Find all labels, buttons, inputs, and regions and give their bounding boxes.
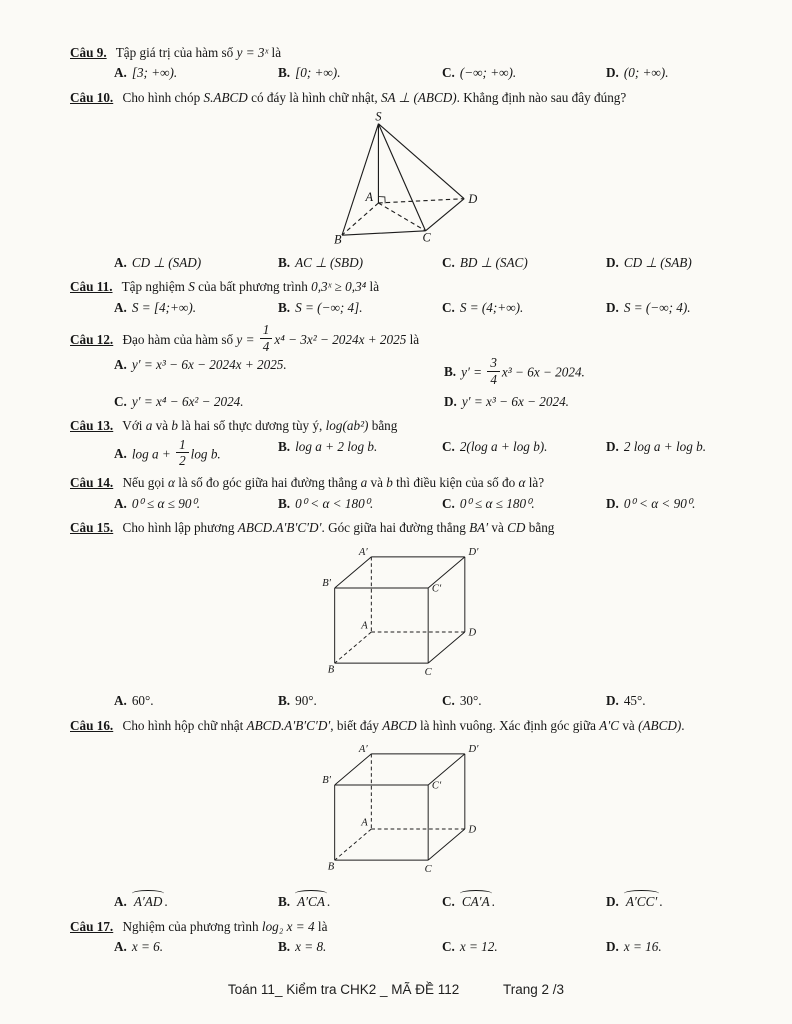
option-text: (−∞; +∞). (459, 65, 517, 81)
option-10-a (114, 254, 278, 272)
text-segment: là hai số thực dương tùy ý, (178, 418, 326, 434)
question-10-line (70, 89, 734, 107)
vertex-label-a-prime: A′ (358, 744, 368, 756)
question-13-label: Câu 13. (70, 418, 114, 434)
option-label: A. (114, 495, 127, 511)
option-text: . (164, 894, 168, 910)
vertex-label-b: B (327, 664, 334, 676)
question-13-line (70, 417, 734, 435)
option-17-d (606, 938, 734, 956)
question-12-label: Câu 12. (70, 331, 114, 347)
text-segment: là hình vuông. Xác định góc giữa (416, 717, 600, 733)
option-12-c (114, 393, 444, 411)
option-11-b (278, 299, 442, 317)
option-label: D. (606, 495, 619, 511)
text-segment: Đạo hàm của hàm số (122, 331, 237, 347)
question-12 (70, 323, 734, 411)
option-text: 0⁰ ≤ α ≤ 90⁰. (131, 495, 201, 511)
text-segment: và (488, 520, 508, 536)
option-10-d (606, 254, 734, 272)
text-segment: là (406, 331, 420, 347)
text-segment: Nếu gọi (122, 475, 168, 491)
option-label: B. (278, 693, 291, 709)
text-segment: và (619, 717, 639, 733)
math-segment: a (360, 475, 368, 491)
math-segment: b (386, 475, 393, 491)
question-14 (70, 474, 734, 513)
option-label: A. (114, 693, 127, 709)
option-label: A. (114, 894, 127, 910)
option-label: A. (114, 356, 127, 372)
option-text: 60°. (131, 693, 154, 709)
option-label: D. (606, 438, 619, 454)
question-15-line (70, 519, 734, 537)
text-segment: Nghiệm của phương trình (122, 918, 262, 934)
option-text: . (491, 894, 495, 910)
option-14-b (278, 495, 442, 513)
vertex-label-c: C (422, 231, 431, 246)
question-15-text (123, 520, 555, 535)
fraction (176, 438, 189, 469)
fraction-denominator: 2 (179, 453, 186, 469)
question-16-text (123, 718, 685, 733)
option-label: B. (278, 894, 291, 910)
option-13-b (278, 438, 442, 469)
option-16-d (606, 890, 734, 911)
option-text: AC ⊥ (SBD) (295, 254, 363, 270)
text-segment: là? (525, 475, 545, 491)
option-text: BD ⊥ (SAC) (459, 254, 528, 270)
option-label: B. (278, 939, 291, 955)
option-text: 0⁰ < α < 90⁰. (623, 495, 696, 511)
math-segment: b (171, 418, 178, 434)
vertex-label-c: C (424, 864, 432, 876)
option-label: B. (278, 65, 291, 81)
text-segment: Tập nghiệm (121, 279, 189, 295)
text-segment: và (152, 418, 172, 434)
fraction-numerator: 1 (260, 323, 273, 339)
option-label: D. (606, 65, 619, 81)
option-label: C. (442, 939, 455, 955)
math-segment: S (188, 279, 195, 295)
question-16-options (70, 890, 734, 911)
option-label: C. (114, 393, 127, 409)
option-text: S = (−∞; 4]. (295, 299, 363, 315)
vertex-label-c: C (424, 666, 432, 678)
option-text: 90°. (295, 693, 317, 709)
vertex-label-b-prime: B′ (321, 577, 331, 589)
option-text: S = (−∞; 4). (623, 299, 691, 315)
math-segment: a (145, 418, 153, 434)
vertex-label-c-prime: C′ (431, 583, 441, 595)
option-text: [0; +∞). (295, 65, 341, 81)
text-segment: , biết đáy (330, 717, 383, 733)
option-11-a (114, 299, 278, 317)
text-segment: Tập giá trị của hàm số (115, 45, 237, 60)
angle-hat-text: A′AD (132, 890, 165, 911)
math-segment: ABCD (382, 717, 417, 733)
question-10 (70, 89, 734, 272)
cube-figure-15 (320, 544, 485, 683)
math-segment: (ABCD) (638, 717, 682, 733)
question-17-line (70, 918, 734, 936)
option-17-a (114, 938, 278, 956)
option-label: D. (606, 254, 619, 270)
vertex-label-c-prime: C′ (431, 781, 441, 793)
option-15-c (442, 692, 606, 710)
vertex-label-b: B (327, 861, 334, 873)
option-text: (0; +∞). (623, 65, 669, 81)
option-text: x = 8. (295, 939, 327, 955)
angle-hat-text: A′CA (295, 890, 327, 911)
question-17-options (70, 938, 734, 956)
vertex-label-b-prime: B′ (321, 775, 331, 787)
question-10-options (70, 254, 734, 272)
option-9-c (442, 64, 606, 82)
math-segment: BA′ (469, 520, 489, 536)
option-label: C. (442, 693, 455, 709)
fraction-numerator: 3 (487, 356, 500, 372)
option-label: A. (114, 299, 127, 315)
text-segment: Cho hình chóp (122, 89, 204, 105)
option-label: D. (444, 393, 457, 409)
option-text: 0⁰ < α < 180⁰. (295, 495, 374, 511)
cube-solid-edges (334, 557, 464, 663)
math-segment: SA ⊥ (ABCD) (380, 89, 457, 105)
option-label: D. (606, 693, 619, 709)
question-9 (70, 44, 734, 83)
math-segment: A′C (599, 717, 620, 733)
math-segment: α (167, 475, 175, 491)
option-13-c (442, 438, 606, 469)
option-label: A. (114, 446, 127, 462)
math-segment: α (518, 475, 526, 491)
fraction (260, 323, 273, 354)
question-12-line (70, 323, 734, 354)
option-14-d (606, 495, 734, 513)
option-label: C. (442, 299, 455, 315)
question-17-label: Câu 17. (70, 918, 114, 934)
option-12-b (444, 356, 734, 387)
option-text: [3; +∞). (131, 65, 178, 81)
text-segment: Với (122, 418, 146, 434)
vertex-label-d: D (467, 825, 476, 837)
option-label: B. (278, 254, 291, 270)
option-11-d (606, 299, 734, 317)
option-text: S = [4;+∞). (131, 299, 197, 315)
text-segment: . (681, 717, 685, 733)
option-text: 2 log a + log b. (623, 438, 706, 454)
option-16-a (114, 890, 278, 911)
option-label: D. (606, 299, 619, 315)
question-9-label: Câu 9. (70, 45, 107, 60)
option-15-a (114, 692, 278, 710)
question-11-options (70, 299, 734, 317)
option-label: D. (606, 894, 619, 910)
option-15-b (278, 692, 442, 710)
question-13-text (122, 418, 397, 433)
option-text: x³ − 6x − 2024. (501, 364, 585, 380)
option-text: CD ⊥ (SAD) (131, 254, 202, 270)
option-text: y′ = x³ − 6x − 2024x + 2025. (131, 356, 287, 372)
option-16-c (442, 890, 606, 911)
option-label: A. (114, 254, 127, 270)
footer-exam-info: Toán 11_ Kiểm tra CHK2 _ MÃ ĐỀ 112 (227, 982, 460, 998)
page-footer (0, 981, 792, 1000)
option-13-a (114, 438, 278, 469)
text-segment: và (367, 475, 387, 491)
option-15-d (606, 692, 734, 710)
option-label: C. (442, 254, 455, 270)
question-14-text (123, 475, 545, 490)
option-text: 45°. (623, 693, 646, 709)
cube-figure-15-wrap (70, 544, 734, 689)
option-text: 2(log a + log b). (459, 438, 548, 454)
cube-dashed-edges (334, 754, 464, 860)
vertex-label-a: A (365, 190, 374, 205)
option-label: C. (442, 495, 455, 511)
vertex-label-s: S (375, 109, 382, 124)
option-text: x = 6. (131, 939, 164, 955)
option-text: . (326, 894, 331, 910)
math-segment: log₂ x = 4 (261, 918, 315, 934)
option-12-a (114, 356, 444, 387)
text-segment: Cho hình hộp chữ nhật (122, 717, 247, 733)
option-14-a (114, 495, 278, 513)
question-9-line (70, 44, 734, 62)
question-9-text (116, 45, 281, 60)
fraction (487, 356, 500, 387)
option-12-d (444, 393, 734, 411)
question-14-label: Câu 14. (70, 475, 114, 491)
pyramid-dashed-edges (342, 199, 464, 235)
text-segment: là (314, 918, 328, 934)
text-segment: . Khẳng định nào sau đây đúng? (456, 89, 627, 105)
text-segment: có đáy là hình chữ nhật, (247, 89, 381, 105)
cube-figure-16-wrap (70, 741, 734, 886)
option-label: B. (278, 438, 291, 454)
option-text: y′ = x⁴ − 6x² − 2024. (131, 393, 244, 409)
question-13 (70, 417, 734, 468)
text-segment: thì điều kiện của số đo (392, 475, 519, 491)
vertex-label-a: A (360, 817, 368, 829)
option-label: D. (606, 939, 619, 955)
vertex-label-d-prime: D′ (467, 744, 478, 756)
option-text: . (659, 894, 663, 910)
option-label: A. (114, 939, 127, 955)
question-16-label: Câu 16. (70, 717, 114, 733)
vertex-label-b: B (333, 233, 342, 248)
math-segment: y = 3ˣ (236, 45, 269, 60)
question-12-text (122, 322, 420, 354)
option-text: x = 16. (623, 939, 662, 955)
angle-hat-text: A′CC′ (624, 890, 659, 911)
math-segment: y = (236, 331, 258, 347)
vertex-label-a: A (360, 620, 368, 632)
option-9-d (606, 64, 734, 82)
text-segment: của bất phương trình (194, 279, 312, 295)
text-segment: . Góc giữa hai đường thẳng (321, 520, 470, 536)
option-label: B. (444, 364, 457, 380)
math-segment: log(ab²) (325, 418, 369, 434)
text-segment: là số đo góc giữa hai đường thẳng (174, 475, 361, 491)
option-17-c (442, 938, 606, 956)
option-label: B. (278, 495, 291, 511)
option-text: log b. (190, 446, 221, 462)
question-15 (70, 519, 734, 711)
math-segment: ABCD.A′B′C′D′ (246, 717, 331, 733)
question-14-line (70, 474, 734, 492)
text-segment: bằng (525, 520, 555, 536)
footer-page-number: Trang 2 /3 (503, 982, 565, 998)
question-13-options (70, 438, 734, 469)
cube-solid-edges (334, 754, 464, 860)
question-9-options (70, 64, 734, 82)
math-segment: ABCD.A′B′C′D′ (237, 520, 322, 536)
option-text: x = 12. (459, 939, 498, 955)
question-11-label: Câu 11. (70, 279, 113, 295)
vertex-label-d-prime: D′ (467, 546, 478, 558)
question-10-text (123, 90, 627, 105)
vertex-label-d: D (467, 627, 476, 639)
math-segment: 0,3ˣ ≥ 0,3⁴ (311, 279, 367, 295)
option-label: C. (442, 65, 455, 81)
option-text: log a + 2 log b. (295, 438, 378, 454)
option-11-c (442, 299, 606, 317)
option-text: log a + (131, 446, 175, 462)
option-16-b (278, 890, 442, 911)
option-text: CD ⊥ (SAB) (623, 254, 692, 270)
option-10-c (442, 254, 606, 272)
math-segment: x⁴ − 3x² − 2024x + 2025 (274, 331, 407, 347)
option-text: y′ = (461, 364, 486, 380)
option-text: 30°. (459, 693, 482, 709)
option-text: S = (4;+∞). (459, 299, 524, 315)
pyramid-figure-wrap (70, 109, 734, 249)
question-11-text (122, 279, 380, 294)
math-segment: S.ABCD (203, 89, 248, 105)
question-16-line (70, 717, 734, 735)
question-17 (70, 918, 734, 957)
angle-hat-text: CA′A (460, 890, 492, 911)
question-15-options (70, 692, 734, 710)
fraction-denominator: 4 (490, 371, 497, 387)
question-12-options-row-2 (70, 393, 734, 411)
text-segment: bằng (368, 418, 398, 434)
fraction-numerator: 1 (176, 438, 189, 454)
pyramid-figure (327, 109, 478, 248)
option-label: A. (114, 65, 127, 81)
text-segment: là (268, 45, 282, 60)
option-label: C. (442, 894, 455, 910)
text-segment: Cho hình lập phương (122, 520, 238, 536)
option-13-d (606, 438, 734, 469)
question-10-label: Câu 10. (70, 89, 114, 105)
question-14-options (70, 495, 734, 513)
option-9-b (278, 64, 442, 82)
option-text: 0⁰ ≤ α ≤ 180⁰. (459, 495, 535, 511)
option-label: C. (442, 438, 455, 454)
text-segment: là (366, 279, 380, 295)
question-15-label: Câu 15. (70, 520, 114, 536)
question-11-line (70, 278, 734, 296)
fraction-denominator: 4 (262, 338, 270, 354)
option-10-b (278, 254, 442, 272)
option-9-a (114, 64, 278, 82)
option-17-b (278, 938, 442, 956)
question-17-text (123, 919, 328, 934)
vertex-label-d: D (468, 192, 478, 207)
option-label: B. (278, 299, 291, 315)
math-segment: CD (507, 520, 526, 536)
cube-dashed-edges (334, 557, 464, 663)
option-text: y′ = x³ − 6x − 2024. (461, 393, 569, 409)
question-12-options-row-1 (70, 356, 734, 387)
cube-figure-16 (320, 741, 485, 880)
question-16 (70, 717, 734, 912)
question-11 (70, 278, 734, 317)
option-14-c (442, 495, 606, 513)
vertex-label-a-prime: A′ (358, 546, 368, 558)
